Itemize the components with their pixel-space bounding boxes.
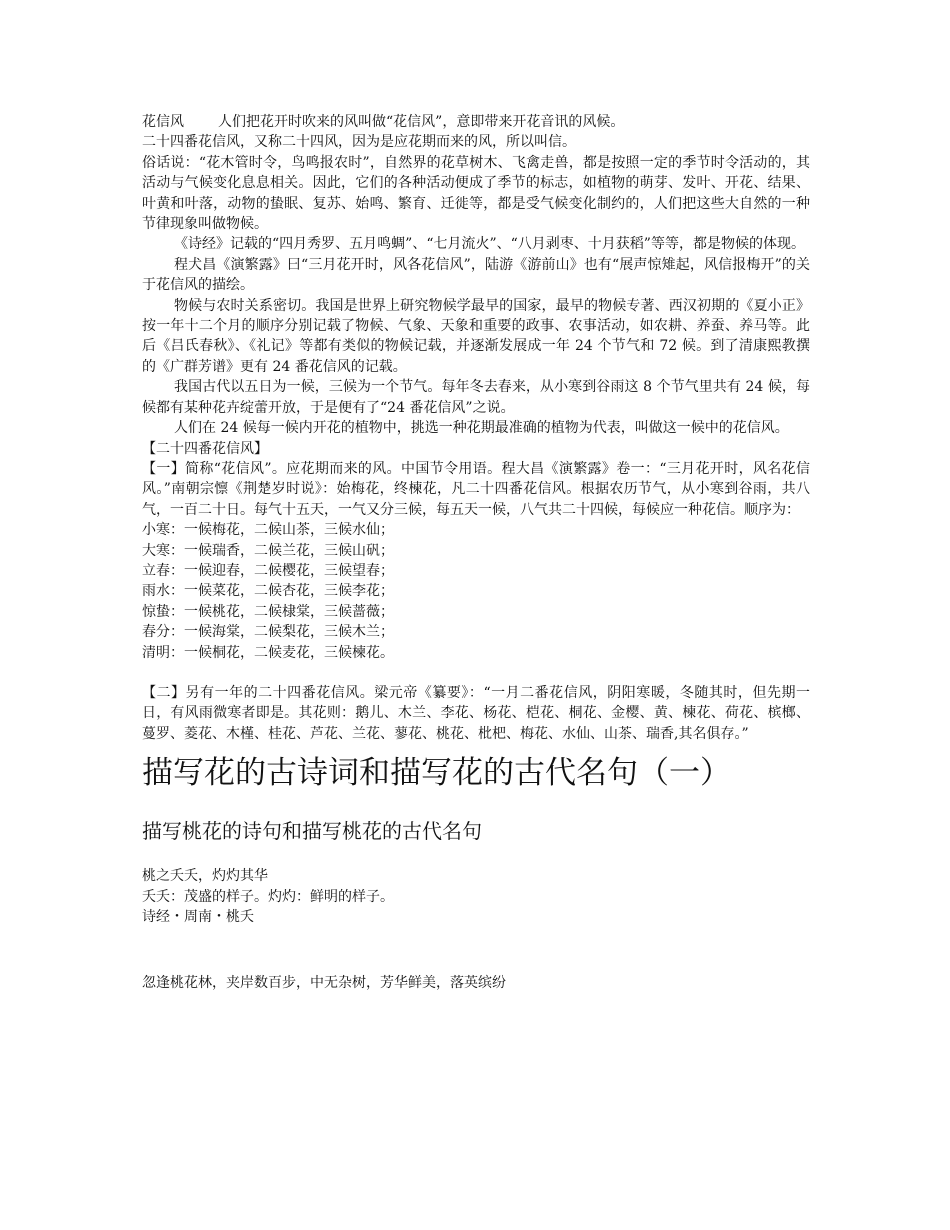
list-item: 小寒：一候梅花，二候山茶，三候水仙； (142, 522, 394, 539)
list-item: 大寒：一候瑞香，二候兰花，三候山矾； (142, 542, 394, 559)
intro-text: 人们把花开时吹来的风叫做“花信风”，意即带来开花音讯的风候。 (218, 114, 625, 130)
paragraph-2: 二十四番花信风，又称二十四风，因为是应花期而来的风，所以叫信。 (142, 134, 576, 151)
list-item: 惊蛰：一候桃花，二候棣棠，三候蔷薇； (142, 603, 394, 620)
poem-line: 忽逢桃花林，夹岸数百步，中无杂树，芳华鲜美，落英缤纷 (142, 975, 506, 992)
page-title: 描写花的古诗词和描写花的古代名句（一） (142, 755, 731, 792)
section-1-paragraph: 【一】简称“花信风”。应花期而来的风。中国节令用语。程大昌《演繁露》卷一：“三月花开时，风名花信风。”南朝宗懔《荆楚岁时说》：始梅花，终楝花，凡二十四番花信风。根据农历节气，从小寒到谷雨，共八气，一百二十日。每气十五天，一气又分三候，每五天一候，八气共二十四候，每候应一种花信。顺序为： (142, 460, 810, 518)
paragraph-5: 程犬昌《演繁露》曰“三月花开时，风各花信风”，陆游《游前山》也有“展声惊雉起，风信报梅开”的关于花信风的描绘。 (142, 256, 810, 294)
paragraph-3: 俗话说：“花木管时令，鸟鸣报农时”，自然界的花草树木、飞禽走兽，都是按照一定的季节时令活动的，其活动与气候变化息息相关。因此，它们的各种活动便成了季节的标志，如植物的萌芽、发叶、开花、结果、叶黄和叶落，动物的蛰眠、复苏、始鸣、繁育、迁徙等，都是受气候变化制约的，人们把这些大自然的一种节律现象叫做物候。 (142, 154, 810, 233)
poem-line: 桃之夭夭，灼灼其华 (142, 868, 268, 885)
spacer (142, 663, 810, 683)
paragraph-4: 《诗经》记载的“四月秀罗、五月鸣蜩”、“七月流火”、“八月剥枣、十月获稻”等等，都是物候的体现。 (174, 236, 805, 253)
spacer (142, 927, 810, 973)
poem-annotation: 夭夭：茂盛的样子。灼灼：鲜明的样子。 (142, 888, 394, 905)
paragraph-intro (142, 112, 810, 132)
section-2-paragraph: 【二】另有一年的二十四番花信风。梁元帝《纂要》：“一月二番花信风，阴阳寒暖，冬随其时，但先期一日，有风雨微寒者即是。其花则：鹅儿、木兰、李花、杨花、桤花、桐花、金樱、黄、楝花、荷花、槟榔、蔓罗、菱花、木槿、桂花、芦花、兰花、蓼花、桃花、枇杷、梅花、水仙、山茶、瑞香,其名俱存。” (142, 684, 810, 742)
term-huaxinfeng: 花信风 (142, 114, 184, 130)
paragraph-7: 我国古代以五日为一候，三候为一个节气。每年冬去春来，从小寒到谷雨这 8 个节气里共有 24 候，每候都有某种花卉绽蕾开放，于是便有了“24 番花信风”之说。 (142, 379, 810, 416)
paragraph-8: 人们在 24 候每一候内开花的植物中，挑选一种花期最准确的植物为代表，叫做这一候中的花信风。 (174, 420, 789, 437)
spacer (142, 846, 810, 866)
list-item: 清明：一候桐花，二候麦花，三候楝花。 (142, 644, 394, 661)
document-page (142, 112, 810, 994)
list-item: 立春：一候迎春，二候樱花，三候望春； (142, 562, 394, 579)
page-subtitle: 描写桃花的诗句和描写桃花的古代名句 (142, 819, 482, 844)
list-item: 春分：一候海棠，二候梨花，三候木兰； (142, 624, 394, 641)
section-heading: 【二十四番花信风】 (142, 440, 268, 457)
solar-term-list (142, 520, 810, 663)
poem-source: 诗经・周南・桃夭 (142, 909, 254, 925)
paragraph-6: 物候与农时关系密切。我国是世界上研究物候学最早的国家，最早的物候专著、西汉初期的《夏小正》按一年十二个月的顺序分别记载了物候、气象、天象和重要的政事、农事活动，如农耕、养蚕、养马等。此后《吕氏春秋》、《礼记》等都有类似的物候记载，并逐渐发展成一年 24 个节气和 72 候。到了清康熙教撰的《广群芳谱》更有 24 番花信风的记载。 (142, 297, 810, 375)
list-item: 雨水：一候菜花，二候杏花，三候李花； (142, 583, 394, 600)
